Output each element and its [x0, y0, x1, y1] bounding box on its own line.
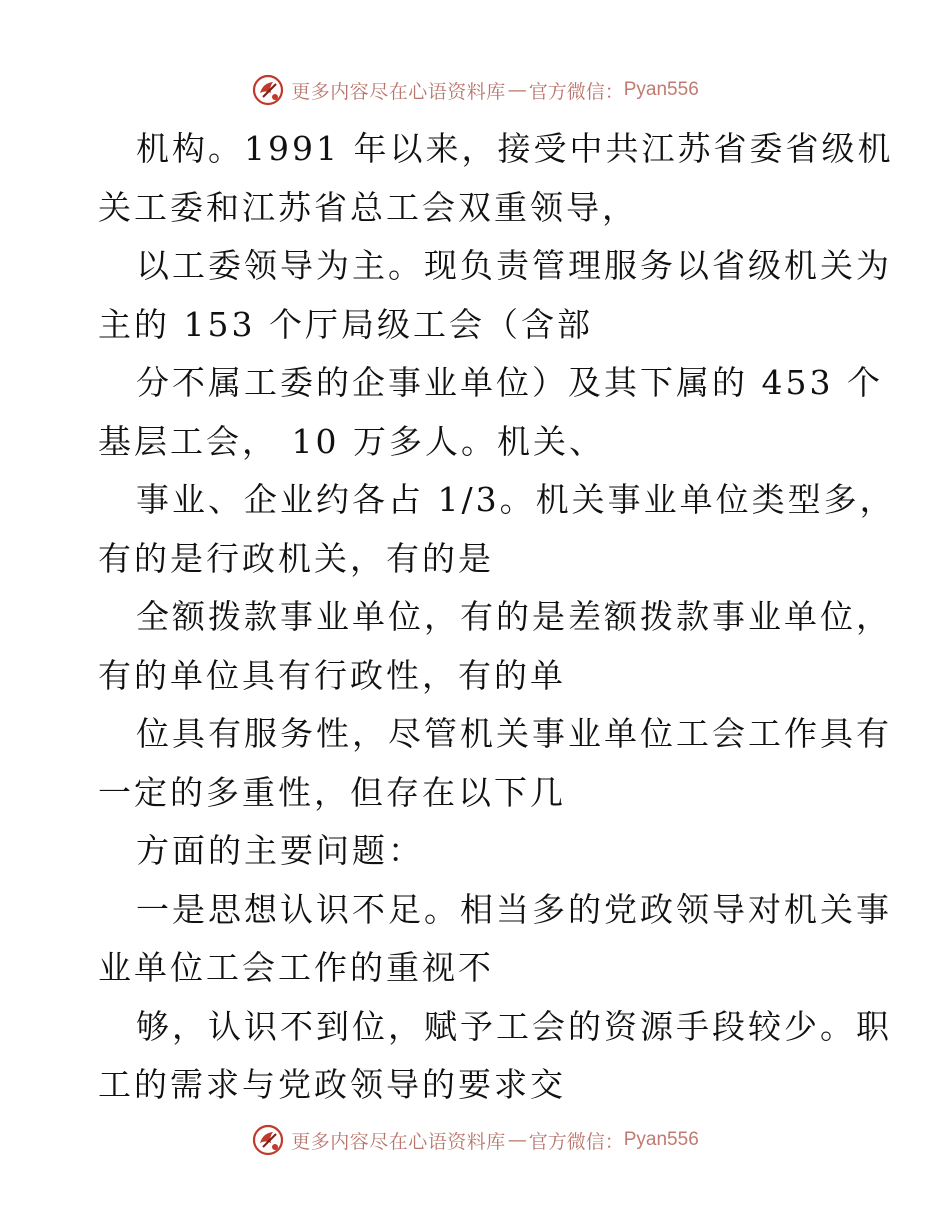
paragraph-line: 全额拨款事业单位，有的是差额拨款事业单位，	[136, 597, 892, 636]
paragraph-line: 机构。1991 年以来，接受中共江苏省委省级机	[136, 129, 894, 168]
document-body	[98, 120, 896, 1115]
paragraph-line: 方面的主要问题：	[136, 831, 424, 870]
banner-wechat-id: Pyan556	[623, 79, 699, 100]
paragraph-line: 分不属工委的企事业单位）及其下属的 453 个	[136, 363, 883, 402]
paragraph-line: 一是思想认识不足。相当多的党政领导对机关事	[136, 889, 892, 929]
banner-brand-text: 更多内容尽在心语资料库	[291, 80, 506, 103]
paragraph-line: 位具有服务性，尽管机关事业单位工会工作具有	[136, 714, 892, 753]
paragraph-line: 基层工会， 10 万多人。机关、	[98, 421, 605, 461]
banner-official-label: 官方微信：	[528, 1130, 624, 1153]
paragraph-line: 以工委领导为主。现负责管理服务以省级机关为	[136, 246, 892, 285]
banner-brand-text: 更多内容尽在心语资料库	[291, 1130, 506, 1153]
banner-official-label: 官方微信：	[528, 80, 624, 103]
paragraph-line: 主的 153 个厅局级工会（含部	[98, 304, 593, 344]
banner-dash: —	[507, 1129, 527, 1151]
paragraph-line: 一定的多重性，但存在以下几	[98, 772, 566, 812]
brand-logo-icon	[251, 73, 285, 107]
banner-dash: —	[507, 79, 527, 101]
paragraph-line: 业单位工会工作的重视不	[98, 948, 494, 987]
header-banner	[0, 70, 950, 110]
paragraph-line: 够，认识不到位，赋予工会的资源手段较少。职	[136, 1006, 892, 1046]
paragraph-line: 有的是行政机关，有的是	[98, 538, 494, 578]
paragraph-line: 关工委和江苏省总工会双重领导，	[98, 187, 638, 227]
paragraph-line: 事业、企业约各占 1/3。机关事业单位类型多，	[136, 480, 896, 519]
paragraph-line: 有的单位具有行政性，有的单	[98, 655, 566, 695]
banner-wechat-id: Pyan556	[623, 1129, 699, 1150]
paragraph-line: 工的需求与党政领导的要求交	[98, 1065, 566, 1104]
footer-banner	[0, 1120, 950, 1160]
brand-logo-icon	[251, 1123, 285, 1157]
